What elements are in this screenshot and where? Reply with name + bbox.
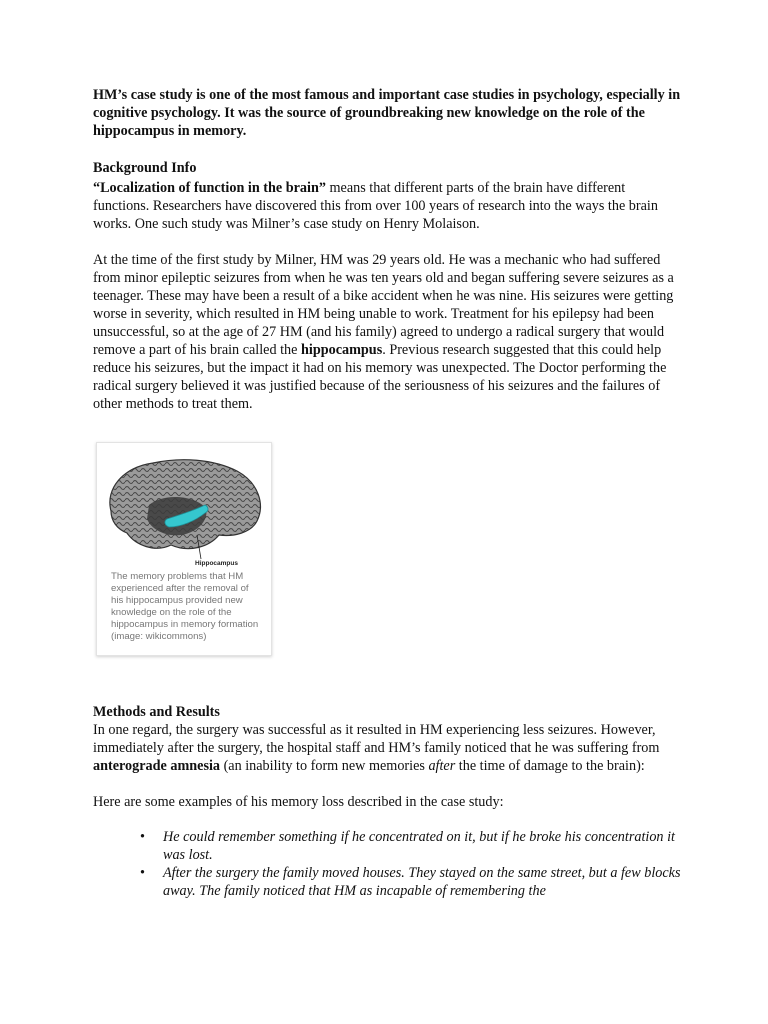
methods-heading: Methods and Results (93, 704, 220, 720)
intro-paragraph: HM’s case study is one of the most famous and important case studies in psychology, especially in cognitive psychology. It was the source of groundbreaking new knowledge on the role of the hippocampus in memory. (93, 87, 681, 139)
after-emphasis: after (428, 758, 456, 774)
list-item-text: After the surgery the family moved houses. They stayed on the same street, but a few blocks away. The family noticed that HM as incapable of remembering the (163, 865, 681, 899)
methods-paragraph-1 (93, 721, 683, 775)
hippocampus-label: Hippocampus (195, 560, 238, 567)
bullet-marker: • (140, 829, 145, 845)
background-p1-text: means that different parts of the brain have different functions. Researchers have discovered this from over 100 years of research into the ways the brain works. One such study was Milner’s case study on Henry Molaison. (93, 180, 658, 232)
methods-p1-text-c: the time of damage to the brain): (455, 758, 645, 774)
background-heading: Background Info (93, 160, 197, 176)
list-item-text: He could remember something if he concentrated on it, but if he broke his concentration it was lost. (163, 829, 675, 863)
bullet-marker: • (140, 865, 145, 881)
list-item (93, 828, 683, 864)
background-paragraph-2 (93, 251, 683, 413)
background-p2-text-a: At the time of the first study by Milner, HM was 29 years old. He was a mechanic who had suffered from minor epileptic seizures from when he was ten years old and began suffering severe seizures as a teenager. These may have been a result of a bike accident when he was nine. His seizures were getting worse in severity, which resulted in HM being unable to work. Treatment for his epilepsy had been unsuccessful, so at the age of 27 HM (and his family) agreed to undergo a radical surgery that would remove a part of his brain called the (93, 252, 674, 358)
background-section (93, 159, 683, 413)
background-paragraph-1 (93, 179, 683, 233)
methods-p1-text-a: In one regard, the surgery was successful as it resulted in HM experiencing less seizures. However, immediately after the surgery, the hospital staff and HM’s family noticed that he was suffering from (93, 722, 660, 756)
brain-illustration (101, 449, 267, 567)
methods-p1-text-b: (an inability to form new memories (220, 758, 429, 774)
memory-loss-list (93, 828, 683, 900)
anterograde-amnesia-term: anterograde amnesia (93, 758, 221, 774)
hippocampus-term: hippocampus (301, 342, 383, 358)
localization-term: “Localization of function in the brain” (93, 180, 326, 196)
brain-figure (96, 442, 272, 656)
background-p2-text-b: . Previous research suggested that this could help reduce his seizures, but the impact it had on his memory was unexpected. The Doctor performing the radical surgery believed it was justified because of the seriousness of his seizures and the failures of other methods to treat them. (93, 342, 667, 412)
list-item (93, 864, 683, 900)
examples-lead: Here are some examples of his memory loss described in the case study: (93, 794, 504, 810)
methods-section (93, 703, 683, 900)
figure-caption: The memory problems that HM experienced after the removal of his hippocampus provided new knowledge on the role of the hippocampus in memory formation (image: wikicommons) (111, 571, 259, 642)
